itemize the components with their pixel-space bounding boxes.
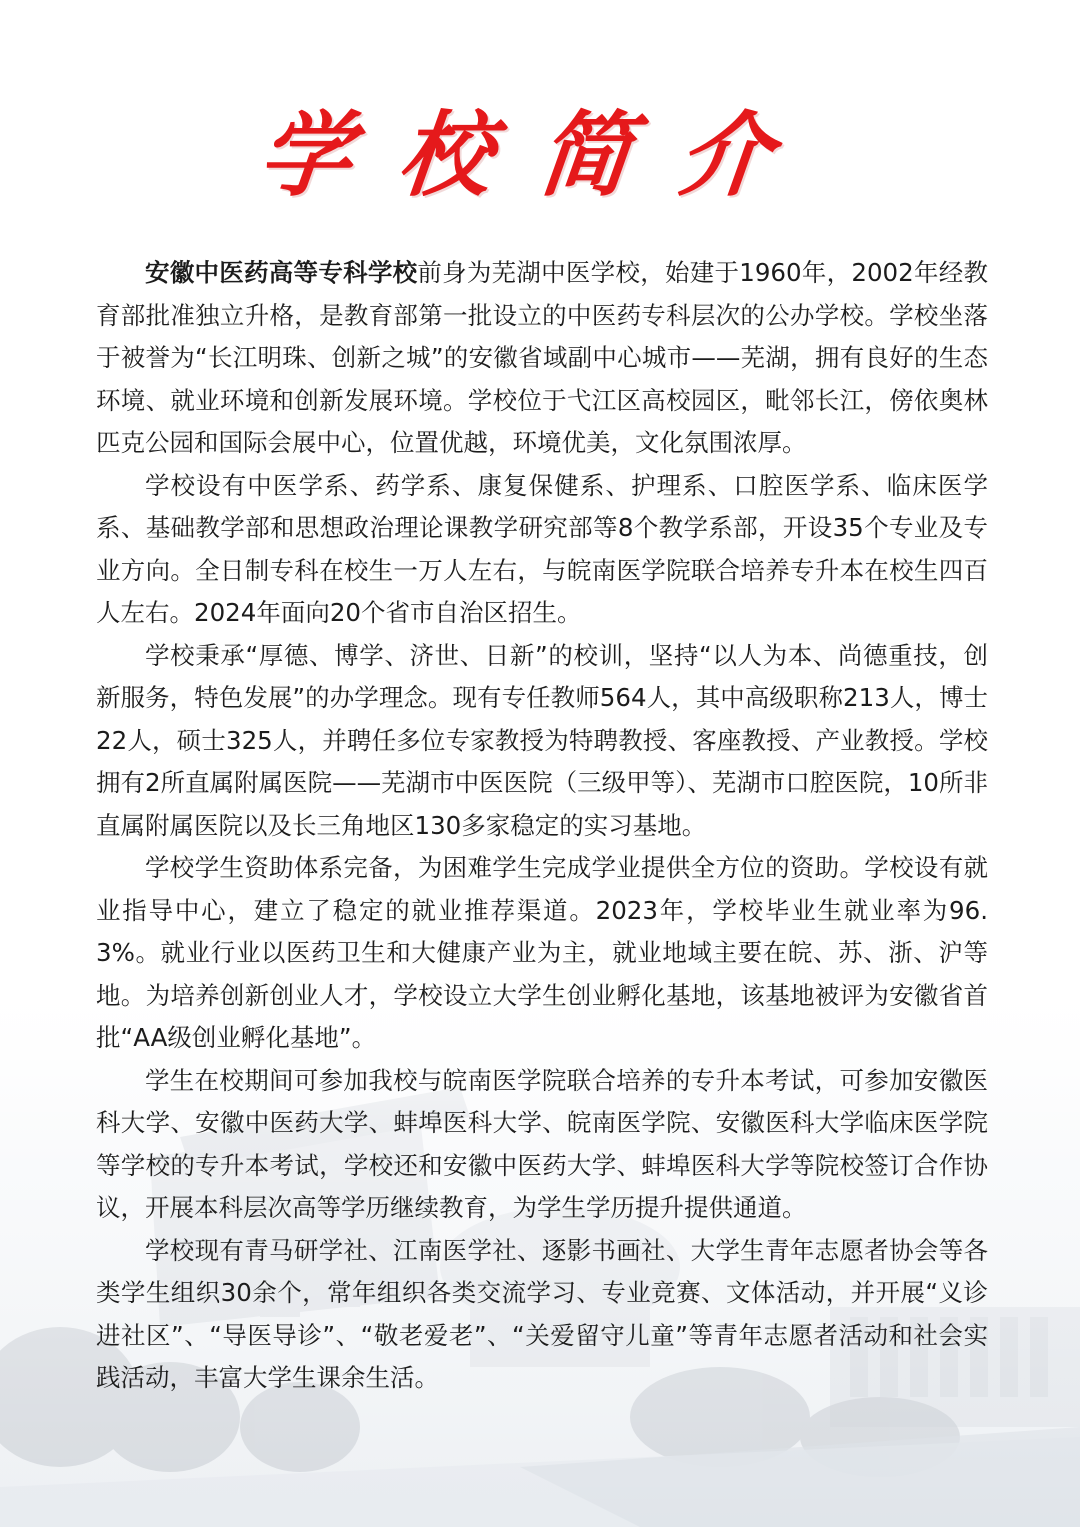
paragraph-text: 学生在校期间可参加我校与皖南医学院联合培养的专升本考试，可参加安徽医科大学、安徽中医药大学、蚌埠医科大学、皖南医学院、安徽医科大学临床医学院等学校的专升本考试，学校还和安徽中医药大学、蚌埠医科大学等院校签订合作协议，开展本科层次高等学历继续教育，为学生学历提升提供通道。 [96,1065,988,1222]
paragraph-text: 前身为芜湖中医学校，始建于1960年，2002年经教育部批准独立升格，是教育部第一批设立的中医药专科层次的公办学校。学校坐落于被誉为“长江明珠、创新之城”的安徽省域副中心城市——芜湖，拥有良好的生态环境、就业环境和创新发展环境。学校位于弋江区高校园区，毗邻长江，傍依奥林匹克公园和国际会展中心，位置优越，环境优美，文化氛围浓厚。 [96,258,988,457]
paragraph-text: 学校现有青马研学社、江南医学社、逐影书画社、大学生青年志愿者协会等各类学生组织30余个，常年组织各类交流学习、专业竞赛、文体活动，并开展“义诊进社区”、“导医导诊”、“敬老爱老”、“关爱留守儿童”等青年志愿者活动和社会实践活动，丰富大学生课余生活。 [96,1235,988,1392]
paragraph-further-study [96,1060,988,1230]
paragraph-student-life [96,1230,988,1400]
page-title-text: 学校简介 [253,101,825,209]
page-title [0,82,1080,214]
paragraph-overview [96,252,988,465]
paragraph-faculty [96,635,988,848]
school-name-lead: 安徽中医药高等专科学校 [145,258,418,287]
paragraph-departments [96,465,988,635]
school-introduction-body [96,252,988,1400]
paragraph-text: 学校学生资助体系完备，为困难学生完成学业提供全方位的资助。学校设有就业指导中心，建立了稳定的就业推荐渠道。2023年，学校毕业生就业率为96.3%。就业行业以医药卫生和大健康产业为主，就业地域主要在皖、苏、浙、沪等地。为培养创新创业人才，学校设立大学生创业孵化基地，该基地被评为安徽省首批“AA级创业孵化基地”。 [96,853,988,1052]
paragraph-employment [96,847,988,1060]
paragraph-text: 学校设有中医学系、药学系、康复保健系、护理系、口腔医学系、临床医学系、基础教学部和思想政治理论课教学研究部等8个教学系部，开设35个专业及专业方向。全日制专科在校生一万人左右，与皖南医学院联合培养专升本在校生四百人左右。2024年面向20个省市自治区招生。 [96,470,988,627]
paragraph-text: 学校秉承“厚德、博学、济世、日新”的校训，坚持“以人为本、尚德重技，创新服务，特色发展”的办学理念。现有专任教师564人，其中高级职称213人，博士22人，硕士325人，并聘任多位专家教授为特聘教授、客座教授、产业教授。学校拥有2所直属附属医院——芜湖市中医医院（三级甲等）、芜湖市口腔医院，10所非直属附属医院以及长三角地区130多家稳定的实习基地。 [96,640,989,840]
